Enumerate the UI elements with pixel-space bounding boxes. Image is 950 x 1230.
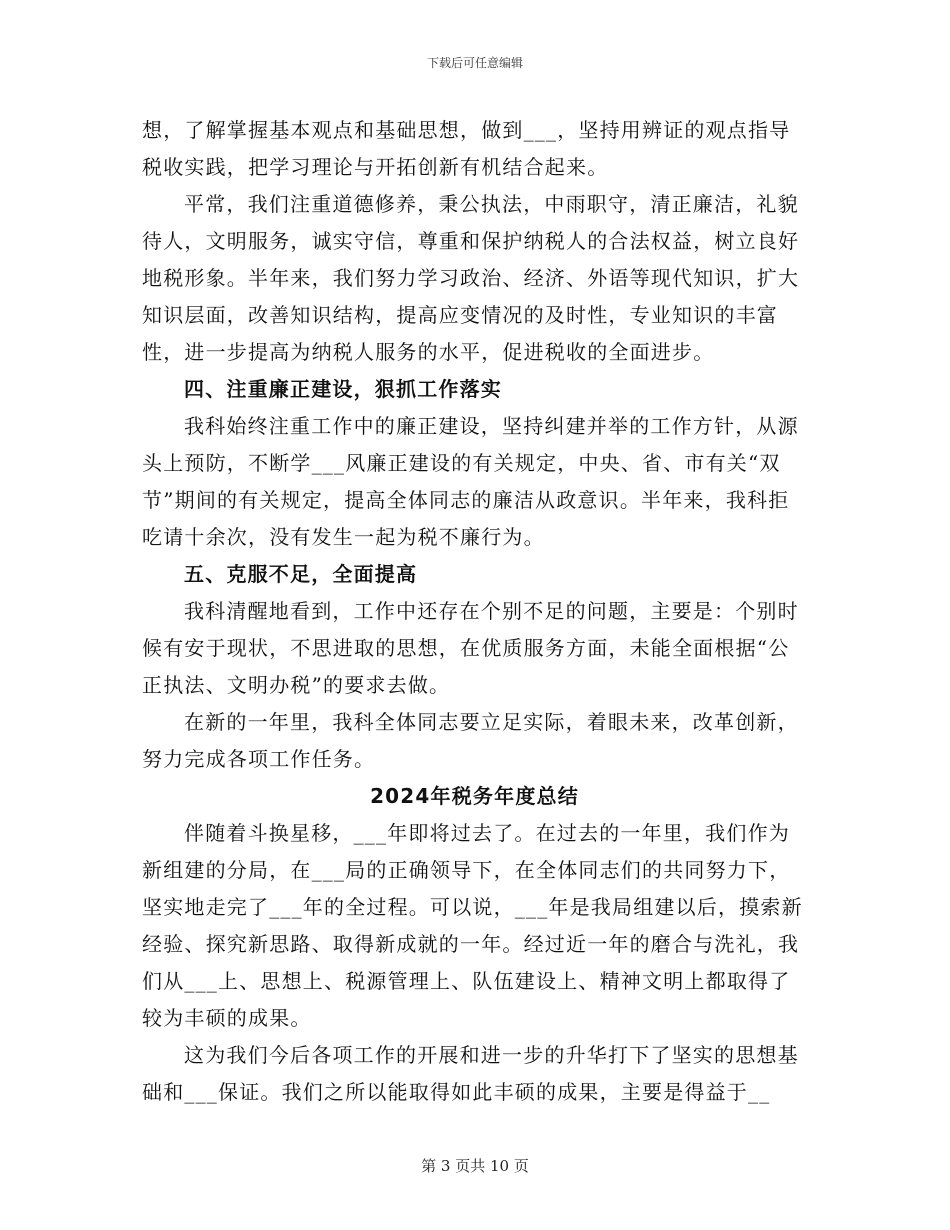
paragraph-5: 在新的一年里，我科全体同志要立足实际，着眼未来，改革创新，努力完成各项工作任务。	[142, 710, 799, 771]
paragraph-7: 这为我们今后各项工作的开展和进一步的升华打下了坚实的思想基础和___保证。我们之所以能取得如此丰硕的成果，主要是得益于__	[142, 1043, 799, 1104]
paragraph-6: 伴随着斗换星移，___年即将过去了。在过去的一年里，我们作为新组建的分局，在___局的正确领导下，在全体同志们的共同努力下，坚实地走完了___年的全过程。可以说，___年是我局组建以后，摸索新经验、探究新思路、取得新成就的一年。经过近一年的磨合与洗礼，我们从___上、思想上、税源管理上、队伍建设上、精神文明上都取得了较为丰硕的成果。	[142, 821, 803, 1030]
page-header: 下载后可任意编辑	[426, 56, 523, 70]
page-footer: 第 3 页共 10 页	[421, 1157, 529, 1175]
document-title: 2024年税务年度总结	[370, 784, 579, 808]
document-body	[142, 112, 807, 1111]
section-heading-4: 四、注重廉正建设，狠抓工作落实	[184, 377, 502, 401]
section-heading-5: 五、克服不足，全面提高	[184, 562, 418, 586]
paragraph-2: 平常，我们注重道德修养，秉公执法，中雨职守，清正廉洁，礼貌待人，文明服务，诚实守信，尊重和保护纳税人的合法权益，树立良好地税形象。半年来，我们努力学习政治、经济、外语等现代知识，扩大知识层面，改善知识结构，提高应变情况的及时性，专业知识的丰富性，进一步提高为纳税人服务的水平，促进税收的全面进步。	[142, 192, 800, 364]
paragraph-3: 我科始终注重工作中的廉正建设，坚持纠建并举的工作方针，从源头上预防，不断学___风廉正建设的有关规定，中央、省、市有关“双节”期间的有关规定，提高全体同志的廉洁从政意识。半年来，我科拒吃请十余次，没有发生一起为税不廉行为。	[142, 414, 799, 549]
paragraph-1: 想，了解掌握基本观点和基础思想，做到___，坚持用辨证的观点指导税收实践，把学习理论与开拓创新有机结合起来。	[142, 118, 791, 179]
paragraph-4: 我科清醒地看到，工作中还存在个别不足的问题，主要是：个别时候有安于现状，不思进取的思想，在优质服务方面，未能全面根据“公正执法、文明办税”的要求去做。	[142, 599, 799, 697]
